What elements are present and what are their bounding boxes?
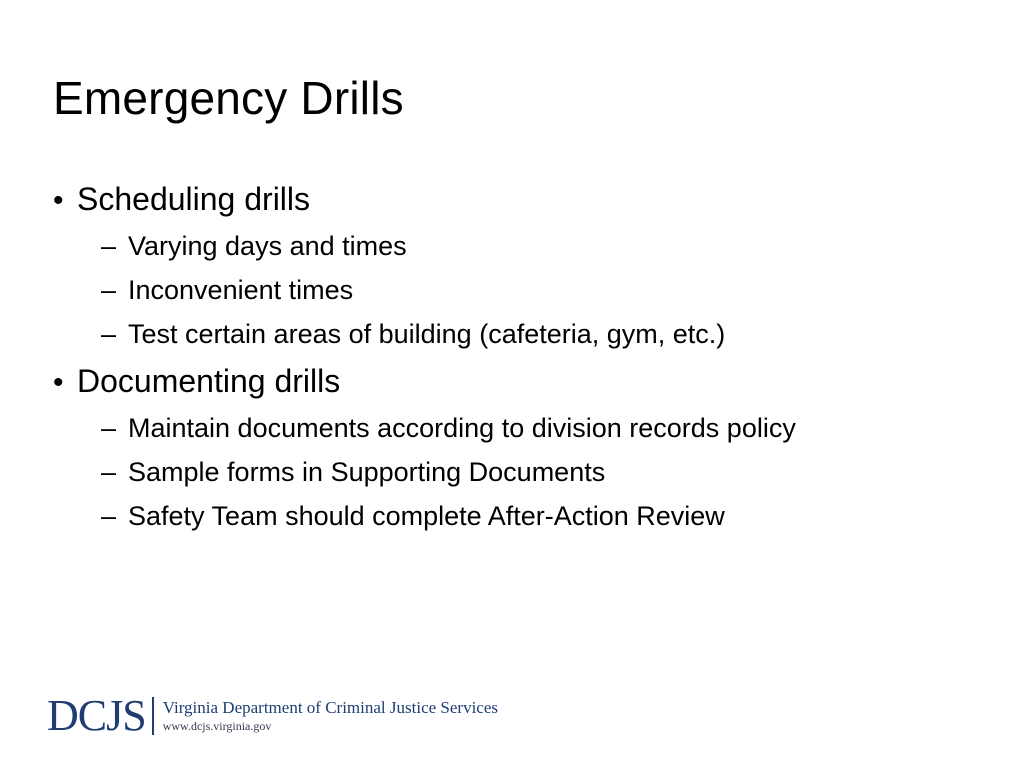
- dash-marker: –: [101, 413, 117, 443]
- dash-marker: –: [101, 319, 117, 349]
- sub-item: [101, 268, 993, 312]
- dash-marker: –: [101, 275, 117, 305]
- dcjs-logo-mark: DCJS: [47, 691, 146, 740]
- bullet-text: Documenting drills: [77, 363, 341, 399]
- sub-item: [101, 406, 993, 450]
- sub-item-text: Safety Team should complete After-Action Review: [128, 501, 725, 531]
- dash-marker: –: [101, 231, 117, 261]
- bullet-section-scheduling: [53, 176, 993, 356]
- dash-marker: –: [101, 501, 117, 531]
- sub-item: [101, 312, 993, 356]
- bullet-marker: •: [53, 184, 64, 217]
- footer-logo: [47, 691, 498, 740]
- sub-item: [101, 494, 993, 538]
- sub-item-text: Varying days and times: [128, 231, 407, 261]
- sub-item: [101, 224, 993, 268]
- organization-name: Virginia Department of Criminal Justice Services: [162, 698, 498, 717]
- sub-item-text: Inconvenient times: [128, 275, 354, 305]
- organization-url: www.dcjs.virginia.gov: [162, 719, 272, 733]
- logo-divider: [152, 697, 154, 735]
- logo-text: [163, 698, 498, 734]
- slide-title: Emergency Drills: [53, 72, 404, 124]
- bullet-heading: [53, 176, 993, 224]
- sub-item-text: Sample forms in Supporting Documents: [128, 457, 606, 487]
- bullet-section-documenting: [53, 358, 993, 538]
- bullet-heading: [53, 358, 993, 406]
- dash-marker: –: [101, 457, 117, 487]
- sub-item-text: Maintain documents according to division records policy: [128, 413, 796, 443]
- sub-item-text: Test certain areas of building (cafeteria, gym, etc.): [128, 319, 726, 349]
- bullet-marker: •: [53, 366, 64, 399]
- bullet-text: Scheduling drills: [77, 181, 311, 217]
- slide-content: [53, 176, 993, 540]
- sub-list: [53, 224, 993, 356]
- sub-item: [101, 450, 993, 494]
- sub-list: [53, 406, 993, 538]
